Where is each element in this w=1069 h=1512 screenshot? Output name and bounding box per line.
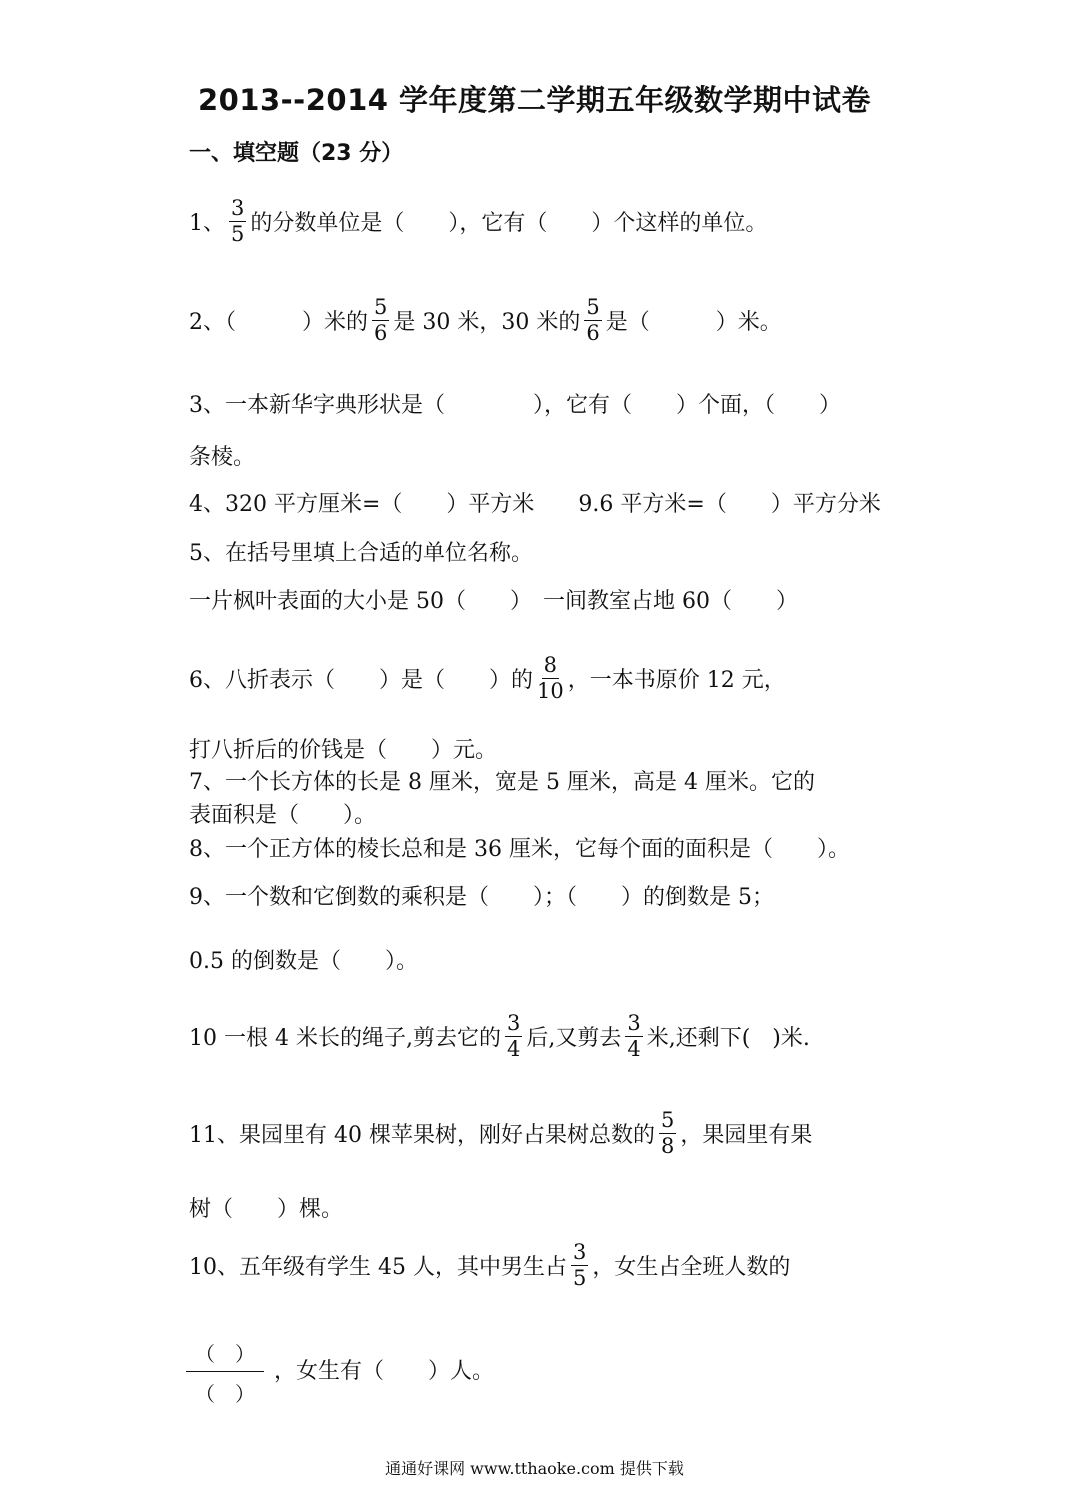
q1-text: 的分数单位是（ ），它有（ ）个这样的单位。 — [250, 211, 768, 236]
q1-fraction — [229, 198, 246, 245]
question-9-line-1: 9、一个数和它倒数的乘积是（ ）；（ ）的倒数是 5； — [189, 885, 774, 910]
q12-fraction — [571, 1242, 588, 1289]
q12-frac-den: 5 — [572, 1266, 587, 1290]
question-8: 8、一个正方体的棱长总和是 36 厘米，它每个面的面积是（ ）。 — [189, 837, 850, 862]
q2-frac1-den: 6 — [374, 321, 388, 345]
q2-frac1-num: 5 — [374, 295, 388, 319]
q12-blank-den: （ ） — [195, 1382, 255, 1406]
q2-fraction-2 — [584, 297, 601, 344]
question-11-line-2: 树（ ）棵。 — [189, 1197, 344, 1222]
q12-prefix: 10、五年级有学生 45 人，其中男生占 — [189, 1255, 567, 1280]
question-4: 4、320 平方厘米=（ ）平方米 9.6 平方米=（ ）平方分米 — [189, 492, 881, 517]
q2-frac2-den: 6 — [586, 321, 600, 345]
question-5-line-1: 5、在括号里填上合适的单位名称。 — [189, 541, 533, 566]
q1-frac-num: 3 — [231, 196, 245, 220]
q6-prefix: 6、八折表示（ ）是（ ）的 — [189, 668, 533, 693]
question-5-line-2: 一片枫叶表面的大小是 50（ ） 一间教室占地 60（ ） — [189, 589, 798, 614]
question-7-line-1: 7、一个长方体的长是 8 厘米，宽是 5 厘米，高是 4 厘米。它的 — [189, 770, 815, 795]
question-6 — [189, 655, 786, 702]
q11-frac-den: 8 — [660, 1134, 675, 1158]
q2-prefix: 2、（ ）米的 — [189, 310, 368, 335]
q10-prefix: 10 一根 4 米长的绳子,剪去它的 — [189, 1026, 501, 1051]
q10-frac1-den: 4 — [506, 1037, 521, 1061]
q12-blank-num: （ ） — [186, 1338, 264, 1372]
q2-frac2-num: 5 — [586, 295, 600, 319]
q11-prefix: 11、果园里有 40 棵苹果树，刚好占果树总数的 — [189, 1123, 655, 1148]
q6-frac-den: 10 — [537, 679, 564, 703]
q2-mid: 是 30 米，30 米的 — [393, 310, 581, 335]
q2-suffix: 是（ ）米。 — [605, 310, 782, 335]
q10-suffix: 米,还剩下( )米. — [646, 1026, 810, 1051]
question-10 — [189, 1013, 810, 1060]
section-heading: 一、填空题（23 分） — [189, 141, 404, 166]
footer-watermark: 通通好课网 www.tthaoke.com 提供下载 — [385, 1459, 684, 1478]
q12-suffix: ，女生占全班人数的 — [592, 1255, 791, 1280]
q1-frac-den: 5 — [231, 222, 245, 246]
q10-mid: 后,又剪去 — [526, 1026, 622, 1051]
question-3-line-1: 3、一本新华字典形状是（ ），它有（ ）个面，（ ） — [189, 393, 841, 418]
q11-suffix: ，果园里有果 — [680, 1123, 813, 1148]
q11-fraction — [659, 1110, 676, 1157]
question-6-line-2: 打八折后的价钱是（ ）元。 — [189, 738, 498, 763]
q10-frac2-num: 3 — [627, 1011, 641, 1035]
question-7-line-2: 表面积是（ ）。 — [189, 803, 377, 828]
question-12-line-2: ，女生有（ ）人。 — [274, 1359, 495, 1384]
question-9-line-2: 0.5 的倒数是（ ）。 — [189, 949, 418, 974]
question-3-line-2: 条棱。 — [189, 445, 256, 470]
q1-prefix: 1、 — [189, 211, 225, 236]
q6-frac-num: 8 — [543, 653, 558, 677]
page-title: 2013--2014 学年度第二学期五年级数学期中试卷 — [197, 83, 872, 117]
question-2 — [189, 297, 782, 344]
q6-suffix: ，一本书原价 12 元， — [567, 668, 786, 693]
q12-frac-num: 3 — [572, 1240, 587, 1264]
q10-fraction-1 — [505, 1013, 522, 1060]
q12-blank-fraction — [186, 1338, 264, 1407]
q10-fraction-2 — [625, 1013, 642, 1060]
q2-fraction-1 — [372, 297, 389, 344]
q10-frac2-den: 4 — [627, 1037, 641, 1061]
question-1 — [189, 198, 767, 245]
question-11 — [189, 1110, 812, 1157]
q6-fraction — [537, 655, 564, 702]
q11-frac-num: 5 — [660, 1108, 675, 1132]
question-12 — [189, 1242, 790, 1289]
q10-frac1-num: 3 — [506, 1011, 521, 1035]
